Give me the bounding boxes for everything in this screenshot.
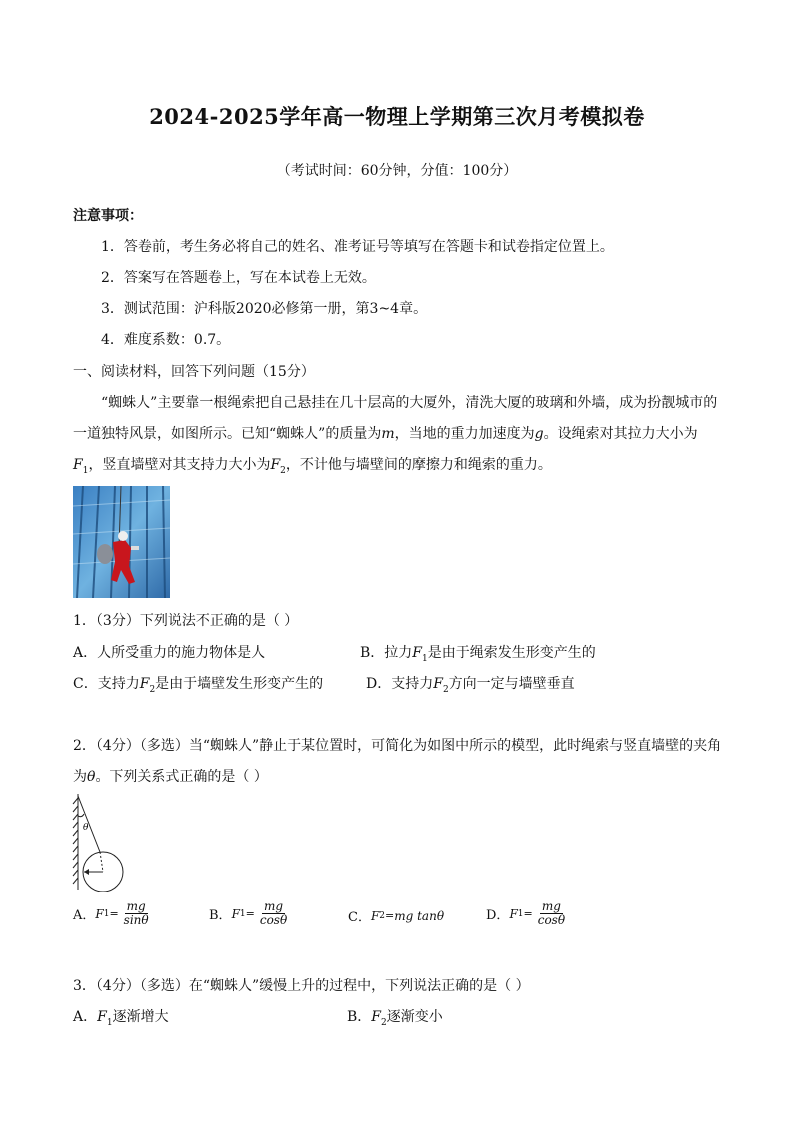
spiderman-photo [73,486,170,598]
var-g: g [534,426,544,442]
exam-subtitle: （考试时间：60分钟，分值：100分） [276,163,518,179]
q3-option-b: B．$F_2$逐渐变小 [347,1009,443,1028]
note-item-3: 3．测试范围：沪科版2020必修第一册，第3~4章。 [101,301,428,317]
wall-rope-ball-diagram [70,792,130,892]
q3-stem: 3．（4分）（多选）在“蜘蛛人”缓慢上升的过程中，下列说法正确的是（ ） [73,978,530,994]
q1-stem: 1．（3分）下列说法不正确的是（ ） [73,613,299,629]
q3-option-a: A．$F_1$逐渐增大 [73,1009,169,1028]
section1-heading: 一、阅读材料，回答下列问题（15分） [73,364,315,380]
q2-option-b: B． F 1 = $\frac{mg}{\cos\theta}$ [209,899,288,927]
q1-option-d: D．支持力$F_2$方向一定与墙壁垂直 [366,676,575,695]
note-item-1: 1．答卷前，考生务必将自己的姓名、准考证号等填写在答题卡和试卷指定位置上。 [101,239,614,255]
q1-option-c: C．支持力$F_2$是由于墙壁发生形变产生的 [73,676,324,695]
q2-stem-line-1: 2．（4分）（多选）当“蜘蛛人”静止于某位置时，可简化为如图中所示的模型，此时绳索与竖直墙壁的夹角 [73,738,722,754]
note-item-2: 2．答案写在答题卷上，写在本试卷上无效。 [101,270,376,286]
q2-option-c: C． F 2 = mg tanθ [348,908,445,925]
page-title: 2024-2025学年高一物理上学期第三次月考模拟卷 [149,104,645,129]
var-m: m [381,426,395,442]
passage-line-3: $F_1$，竖直墙壁对其支持力大小为$F_2$，不计他与墙壁间的摩擦力和绳索的重力。 [73,457,552,476]
q2-option-d: D． F 1 = $\frac{mg}{\cos\theta}$ [486,899,566,927]
passage-line-2: 一道独特风景，如图所示。已知“蜘蛛人”的质量为m，当地的重力加速度为g。设绳索对其拉力大小为 [73,426,698,442]
q1-option-a: A．人所受重力的施力物体是人 [73,645,266,661]
q1-option-b: B．拉力$F_1$是由于绳索发生形变产生的 [360,645,596,664]
q2-stem-line-2: 为θ。下列关系式正确的是（ ） [73,769,268,785]
passage-line-1: “蜘蛛人”主要靠一根绳索把自己悬挂在几十层高的大厦外，清洗大厦的玻璃和外墙，成为扮靓城市的 [101,395,718,411]
note-item-4: 4．难度系数：0.7。 [101,332,231,348]
q2-option-a: A． F 1 = $\frac{mg}{\sin\theta}$ [73,899,149,927]
diagram-theta-label: θ [83,823,89,833]
notes-heading: 注意事项： [73,208,143,224]
